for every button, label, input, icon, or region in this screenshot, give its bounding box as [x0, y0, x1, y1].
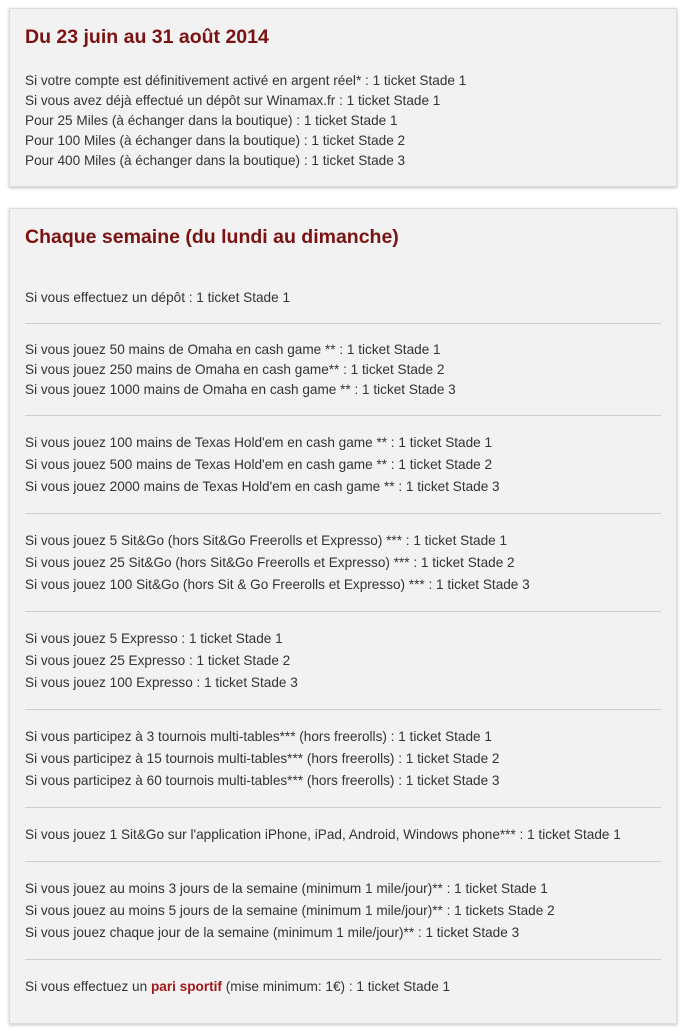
divider [25, 611, 661, 612]
list-item: Si vous avez déjà effectué un dépôt sur Winamax.fr : 1 ticket Stade 1 [25, 93, 441, 108]
divider [25, 415, 661, 416]
weekly-panel [9, 208, 677, 1024]
period-list [25, 71, 661, 171]
weekly-group-days [25, 878, 661, 944]
list-item: Si vous jouez 2000 mains de Texas Hold'em en cash game ** : 1 ticket Stade 3 [25, 479, 500, 494]
divider [25, 807, 661, 808]
divider [25, 959, 661, 960]
list-item: Si vous jouez 1000 mains de Omaha en cash game ** : 1 ticket Stade 3 [25, 382, 456, 397]
list-item: Si vous participez à 60 tournois multi-tables*** (hors freerolls) : 1 ticket Stade 3 [25, 773, 500, 788]
period-title: Du 23 juin au 31 août 2014 [25, 26, 269, 48]
divider [25, 861, 661, 862]
divider [25, 323, 661, 324]
weekly-group-holdem [25, 432, 661, 498]
list-item: Si vous jouez 100 Sit&Go (hors Sit & Go Freerolls et Expresso) *** : 1 ticket Stade 3 [25, 577, 530, 592]
list-item: Pour 100 Miles (à échanger dans la boutique) : 1 ticket Stade 2 [25, 133, 406, 148]
list-item: Si vous effectuez un dépôt : 1 ticket Stade 1 [25, 290, 290, 305]
list-item: Si vous jouez 5 Sit&Go (hors Sit&Go Freerolls et Expresso) *** : 1 ticket Stade 1 [25, 533, 508, 548]
list-item: Si vous jouez 250 mains de Omaha en cash game** : 1 ticket Stade 2 [25, 362, 445, 377]
weekly-group-sport [25, 976, 661, 998]
sport-text-before: Si vous effectuez un [25, 979, 151, 994]
weekly-group-mobile [25, 824, 661, 846]
divider [25, 709, 661, 710]
weekly-group-mtt [25, 726, 661, 792]
list-item: Si vous participez à 3 tournois multi-tables*** (hors freerolls) : 1 ticket Stade 1 [25, 729, 492, 744]
period-panel [9, 8, 677, 187]
list-item: Si vous jouez 100 Expresso : 1 ticket Stade 3 [25, 675, 298, 690]
weekly-group-deposit [25, 287, 661, 309]
list-item: Si vous jouez au moins 5 jours de la semaine (minimum 1 mile/jour)** : 1 tickets Stade 2 [25, 903, 555, 918]
list-item [25, 976, 661, 998]
divider [25, 513, 661, 514]
weekly-group-sitgo [25, 530, 661, 596]
list-item: Si vous jouez 25 Expresso : 1 ticket Stade 2 [25, 653, 291, 668]
weekly-group-expresso [25, 628, 661, 694]
list-item: Si votre compte est définitivement activé en argent réel* : 1 ticket Stade 1 [25, 73, 467, 88]
weekly-group-omaha [25, 340, 661, 400]
list-item: Si vous jouez 1 Sit&Go sur l'application iPhone, iPad, Android, Windows phone*** : 1 ticket Stade 1 [25, 827, 621, 842]
list-item: Si vous jouez chaque jour de la semaine (minimum 1 mile/jour)** : 1 ticket Stade 3 [25, 925, 520, 940]
list-item: Si vous jouez 25 Sit&Go (hors Sit&Go Freerolls et Expresso) *** : 1 ticket Stade 2 [25, 555, 515, 570]
list-item: Si vous jouez 100 mains de Texas Hold'em en cash game ** : 1 ticket Stade 1 [25, 435, 493, 450]
list-item: Si vous participez à 15 tournois multi-tables*** (hors freerolls) : 1 ticket Stade 2 [25, 751, 500, 766]
weekly-title: Chaque semaine (du lundi au dimanche) [25, 226, 399, 248]
list-item: Si vous jouez au moins 3 jours de la semaine (minimum 1 mile/jour)** : 1 ticket Stade 1 [25, 881, 548, 896]
list-item: Pour 25 Miles (à échanger dans la boutique) : 1 ticket Stade 1 [25, 113, 398, 128]
list-item: Pour 400 Miles (à échanger dans la boutique) : 1 ticket Stade 3 [25, 153, 406, 168]
list-item: Si vous jouez 50 mains de Omaha en cash game ** : 1 ticket Stade 1 [25, 342, 441, 357]
sport-text-after: (mise minimum: 1€) : 1 ticket Stade 1 [221, 979, 451, 994]
list-item: Si vous jouez 500 mains de Texas Hold'em en cash game ** : 1 ticket Stade 2 [25, 457, 493, 472]
pari-sportif-link[interactable]: pari sportif [150, 979, 222, 994]
list-item: Si vous jouez 5 Expresso : 1 ticket Stade 1 [25, 631, 283, 646]
